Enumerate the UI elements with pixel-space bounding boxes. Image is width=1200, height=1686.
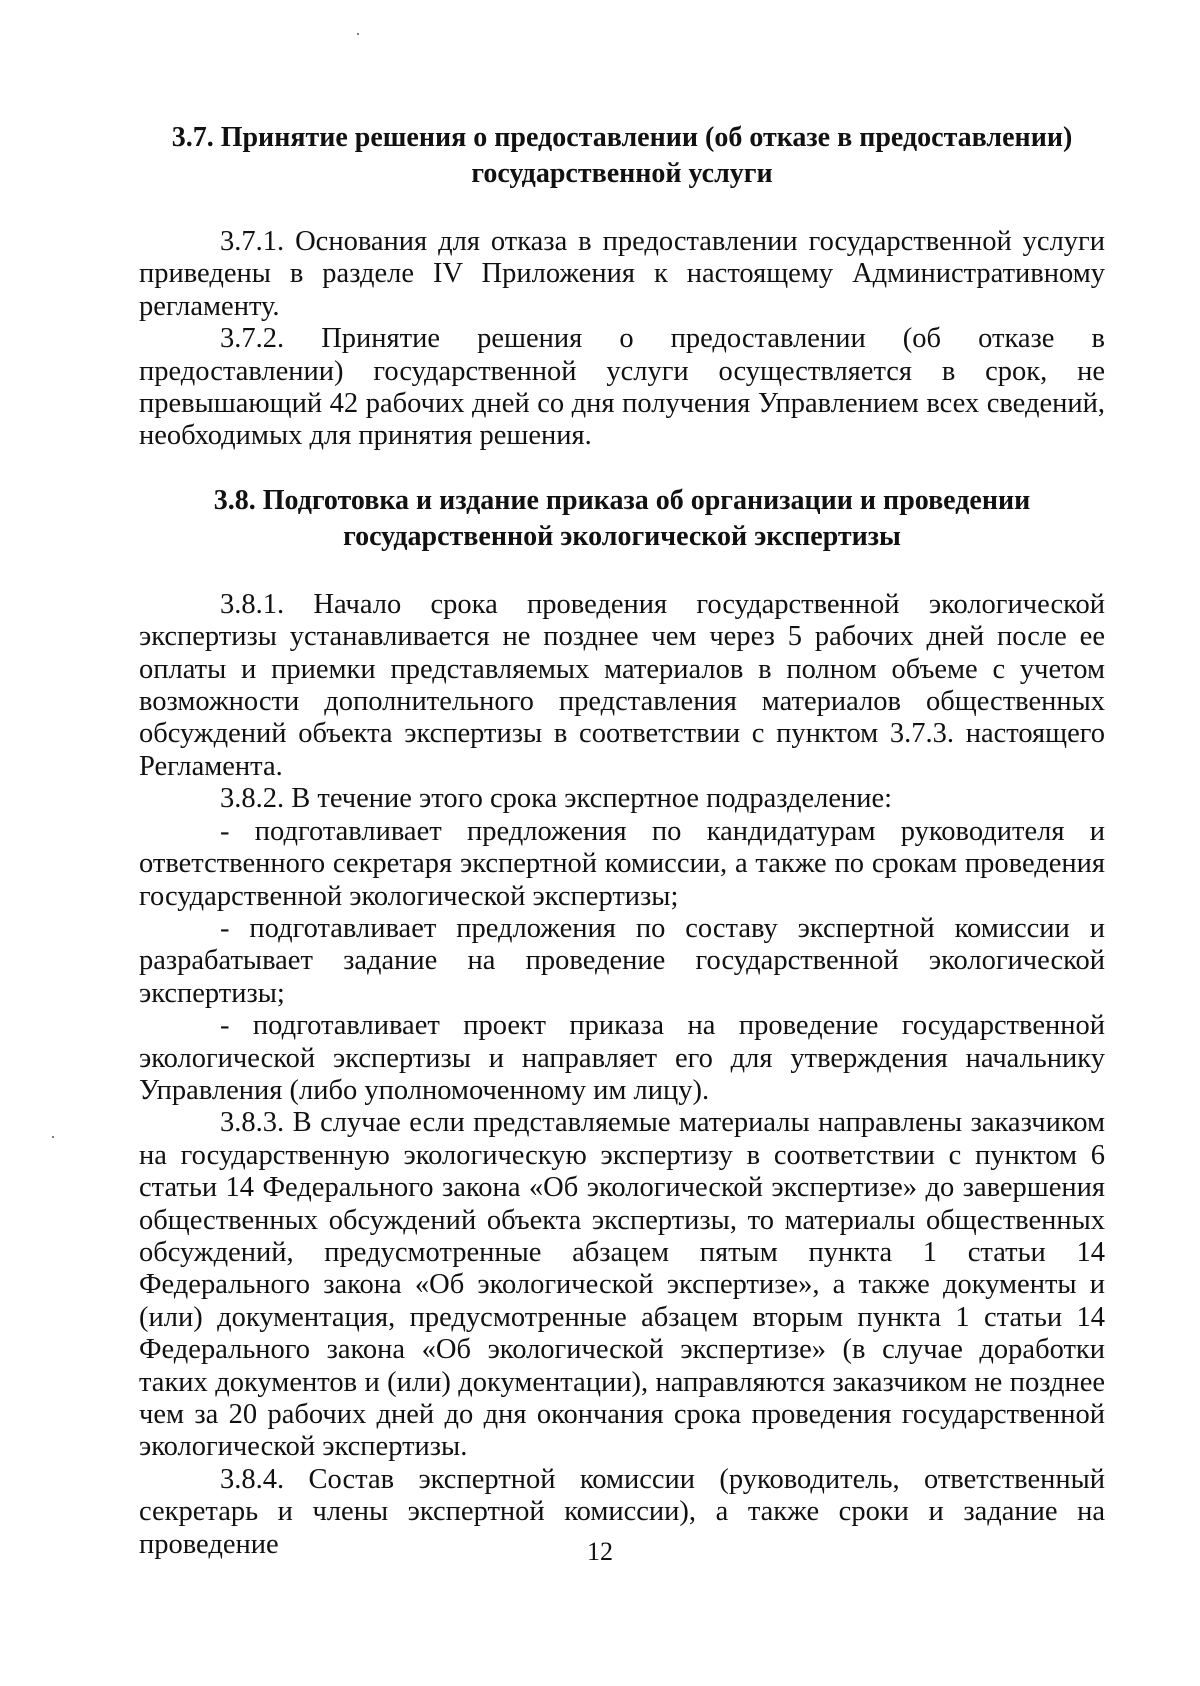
- section-3-8: [139, 483, 1105, 1561]
- scan-speck-left: [52, 1136, 54, 1138]
- heading-line: 3.7. Принятие решения о предоставлении (об отказе в предоставлении): [171, 122, 1073, 153]
- paragraph-3-8-1: 3.8.1. Начало срока проведения государственной экологической экспертизы устанавливается не позднее чем через 5 рабочих дней после ее оплаты и приемки представляемых материалов в полном объеме с учетом возможности дополнительного представления материалов общественных обсуждений объекта экспертизы в соответствии с пунктом 3.7.3. настоящего Регламента.: [139, 588, 1105, 782]
- section-heading: [139, 120, 1105, 192]
- paragraph-3-7-2: 3.7.2. Принятие решения о предоставлении (об отказе в предоставлении) государственной услуги осуществляется в срок, не превышающий 42 рабочих дней со дня получения Управлением всех сведений, необходимых для принятия решения.: [139, 323, 1105, 452]
- list-item: - подготавливает проект приказа на проведение государственной экологической экспертизы и направляет его для утверждения начальнику Управления (либо уполномоченному им лицу).: [139, 1010, 1105, 1106]
- list-item: - подготавливает предложения по кандидатурам руководителя и ответственного секретаря экспертной комиссии, а также по срокам проведения государственной экологической экспертизы;: [139, 815, 1105, 912]
- paragraph-3-8-2: 3.8.2. В течение этого срока экспертное подразделение:: [220, 783, 893, 815]
- paragraph-3-7-1: 3.7.1. Основания для отказа в предоставлении государственной услуги приведены в разделе IV Приложения к настоящему Административному регламенту.: [139, 226, 1105, 322]
- paragraph-3-8-3: 3.8.3. В случае если представляемые материалы направлены заказчиком на государственную экологическую экспертизу в соответствии с пунктом 6 статьи 14 Федерального закона «Об экологической экспертизе» до завершения общественных обсуждений объекта экспертизы, то материалы общественных обсуждений, предусмотренные абзацем пятым пункта 1 статьи 14 Федерального закона «Об экологической экспертизе», а также документы и (или) документация, предусмотренные абзацем вторым пункта 1 статьи 14 Федерального закона «Об экологической экспертизе» (в случае доработки таких документов и (или) документации), направляются заказчиком не позднее чем за 20 рабочих дней до дня окончания срока проведения государственной экологической экспертизы.: [139, 1107, 1105, 1463]
- page-number: 12: [587, 1537, 613, 1566]
- document-page: [139, 120, 1105, 1561]
- scan-speck-top: [357, 33, 359, 35]
- heading-line: государственной услуги: [471, 158, 773, 189]
- section-heading: [139, 483, 1105, 555]
- heading-line: государственной экологической экспертизы: [343, 520, 901, 552]
- section-3-7: [139, 120, 1105, 453]
- paragraph-3-8-4: 3.8.4. Состав экспертной комиссии (руководитель, ответственный секретарь и члены экспертной комиссии), а также сроки и задание на проведение: [139, 1463, 1105, 1560]
- heading-line: 3.8. Подготовка и издание приказа об организации и проведении: [213, 484, 1031, 516]
- list-item: - подготавливает предложения по составу экспертной комиссии и разрабатывает задание на проведение государственной экологической экспертизы;: [139, 912, 1105, 1009]
